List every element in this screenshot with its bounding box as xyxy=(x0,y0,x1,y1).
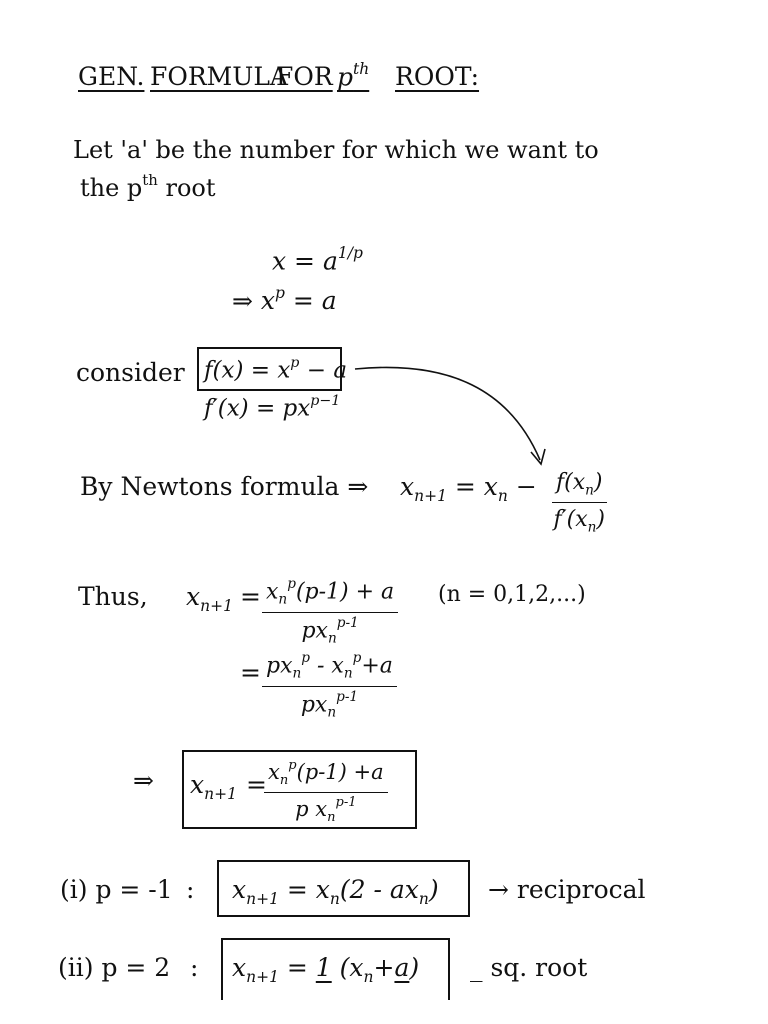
thus-equals: = xyxy=(240,582,261,611)
case-2-colon: : xyxy=(190,953,199,982)
n-range: (n = 0,1,2,...) xyxy=(438,582,586,607)
intro-line-1: Let 'a' be the number for which we want to xyxy=(73,136,599,164)
newton-label: By Newtons formula ⇒ xyxy=(80,472,369,501)
case-2-label: (ii) p = 2 xyxy=(58,953,171,982)
thus-lhs: $x_{n+1}$ xyxy=(186,582,233,615)
function-f-of-x: $f(x) = x^p - a$ xyxy=(204,354,348,384)
thus-label: Thus, xyxy=(78,582,148,611)
result-fraction: $x_n^p(p-1) +a$ p $x_n^{p-1}$ xyxy=(264,760,388,825)
case-2-formula: $x_{n+1} = 1$ $(x_n+a)$ xyxy=(232,953,420,986)
heading-formula: FORMULA xyxy=(150,62,288,91)
heading-for: FOR xyxy=(276,62,333,91)
newton-fraction: $\frac{f(x_n)}{f'(x_n)}$ xyxy=(553,470,606,536)
thus-fraction-2: $px_n^p - x_n^p+a$ $px_n^{p-1}$ xyxy=(262,652,397,720)
consider-label: consider xyxy=(76,358,185,387)
heading-gen: GEN. xyxy=(78,62,145,91)
result-equals: = xyxy=(246,770,267,799)
function-f-prime: $f'(x) = px^{p-1}$ xyxy=(204,392,341,422)
case-2-note: _ sq. root xyxy=(470,953,588,982)
equation-xp-equals-a: ⇒ $x^p = a$ xyxy=(232,283,337,316)
thus-equals-2: = xyxy=(240,658,261,687)
heading-p: $p^{th}$ xyxy=(337,59,370,92)
result-arrow: ⇒ xyxy=(133,766,154,795)
equation-x-equals-a-root: $x = a^{1/p}$ xyxy=(272,243,363,276)
heading-root: ROOT: xyxy=(395,62,480,91)
case-1-formula: $x_{n+1} = x_n(2 - ax_n)$ xyxy=(232,875,439,908)
case-1-colon: : xyxy=(186,875,195,904)
case-1-label: (i) p = -1 xyxy=(60,875,173,904)
thus-fraction-1: $x_n^p(p-1) + a$ $px_n^{p-1}$ xyxy=(262,578,398,646)
intro-line-2: the $p^{th}$ root xyxy=(80,170,216,202)
result-lhs: $x_{n+1}$ xyxy=(190,770,237,803)
case-1-note: → reciprocal xyxy=(488,875,646,904)
newton-lhs: $x_{n+1} = x_n$ − xyxy=(400,472,537,505)
